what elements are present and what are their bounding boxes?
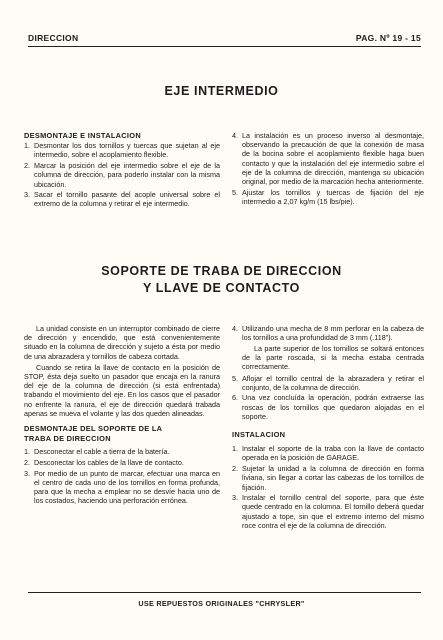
header-rule <box>28 46 421 47</box>
list-item: 1. Desconectar el cable a tierra de la batería. <box>24 447 170 457</box>
soporte-right-column <box>232 324 424 532</box>
soporte-title-line2: Y LLAVE DE CONTACTO <box>142 281 300 295</box>
footer-rule <box>28 592 421 593</box>
eje-left-list <box>24 141 220 208</box>
list-item: 6. Una vez concluída la operación, podrán extraerse las roscas de los tornillos que quedaron alojadas en el soporte. <box>232 393 424 421</box>
soporte-right-list-b <box>232 374 424 422</box>
eje-subhead: DESMONTAJE E INSTALACION <box>24 131 141 140</box>
instalacion-subhead: INSTALACION <box>232 430 286 440</box>
list-item: 3. Instalar el tornillo central del soporte, para que éste quede centrado en la columna. El tornillo deberá quedar ajustado a tope, sin que el extremo interno del mismo roce contra el eje de la columna de dirección. <box>232 493 424 530</box>
eje-right-column <box>232 131 424 208</box>
intro-paragraph: La unidad consiste en un interruptor combinado de cierre de dirección y encendido, que está convenientemente situado en la columna de dirección y sujeto a ésta por medio de una abrazadera y tornillos de cabeza cortada. <box>24 324 220 361</box>
instalacion-list <box>232 444 424 530</box>
section-header: DIRECCION <box>28 33 79 43</box>
list-item: 1. Desmontar los dos tornillos y tuercas que sujetan al eje intermedio, sobre el acoplamiento flexible. <box>24 141 220 160</box>
list-item: 1. Instalar el soporte de la traba con la llave de contacto operada en la posición de GARAGE. <box>232 444 424 463</box>
desmontaje-subhead-line2: TRABA DE DIRECCION <box>24 434 111 444</box>
soporte-right-list-a <box>232 324 424 342</box>
list-item: 2. Marcar la posición del eje intermedio sobre el eje de la columna de dirección, para poderlo instalar con la misma ubicación. <box>24 161 220 189</box>
list-item: 5. Aflojar el tornillo central de la abrazadera y retirar el conjunto, de la columna de dirección. <box>232 373 424 392</box>
soporte-left-column <box>24 324 220 507</box>
list-item: 3. Por medio de un punto de marcar, efectuar una marca en el centro de cada uno de los tornillos en forma profunda, para que la mecha a emplear no se desvíe hacia uno de los costados, haciendo una perforación errónea. <box>24 468 220 506</box>
desmontaje-subhead-line1: DESMONTAJE DEL SOPORTE DE LA <box>24 424 163 434</box>
list-item: 4. Utilizando una mecha de 8 mm perforar en la cabeza de los tornillos a una profundidad de 3 mm (.118"). <box>232 324 424 343</box>
eje-left-column <box>24 131 220 210</box>
list-item: 3. Sacar el tornillo pasante del acople universal sobre el extremo de la columna y retirar el eje intermedio. <box>24 190 220 209</box>
intro-paragraph: Cuando se retira la llave de contacto en la posición de STOP, ésta deja suelto un pasador que encaja en la ranura del eje de la columna de dirección (si está enfrentada) trabando el movimiento del eje. En los casos que el pasador no enfrente la ranura, el eje de dirección quedará trabada apenas se mueva el volante y las dos queden alineadas. <box>24 362 220 418</box>
eje-title: EJE INTERMEDIO <box>164 84 279 98</box>
desmontaje-list <box>24 447 220 505</box>
list-item: 2. Desconectar los cables de la llave de contacto. <box>24 458 184 468</box>
soporte-title-line1: SOPORTE DE TRABA DE DIRECCION <box>101 264 342 278</box>
eje-right-list <box>232 131 424 206</box>
list-item: 4. La instalación es un proceso inverso al desmontaje, observando la precaución de que la conexión de masa de la bocina sobre el acoplamiento flexible haga buen contacto y que la instalación del eje intermedio sobre el eje de la columna de dirección, mantenga su ubicación original, por medio de la marcación hecha anteriormente. <box>232 131 424 187</box>
list-item: 5. Ajustar los tornillos y tuercas de fijación del eje intermedio a 2,07 kg/m (15 lbs/pie). <box>232 187 424 206</box>
footer-note: USE REPUESTOS ORIGINALES "CHRYSLER" <box>138 599 305 608</box>
page-number: PAG. Nº 19 - 15 <box>355 33 421 43</box>
list-item: 2. Sujetar la unidad a la columna de dirección en forma liviana, sin llegar a cortar las cabezas de los tornillos de fijación. <box>232 464 424 492</box>
note-paragraph: La parte superior de los tornillos se soltará entonces de la parte roscada, si la mecha estaba centrada correctamente. <box>242 343 424 372</box>
